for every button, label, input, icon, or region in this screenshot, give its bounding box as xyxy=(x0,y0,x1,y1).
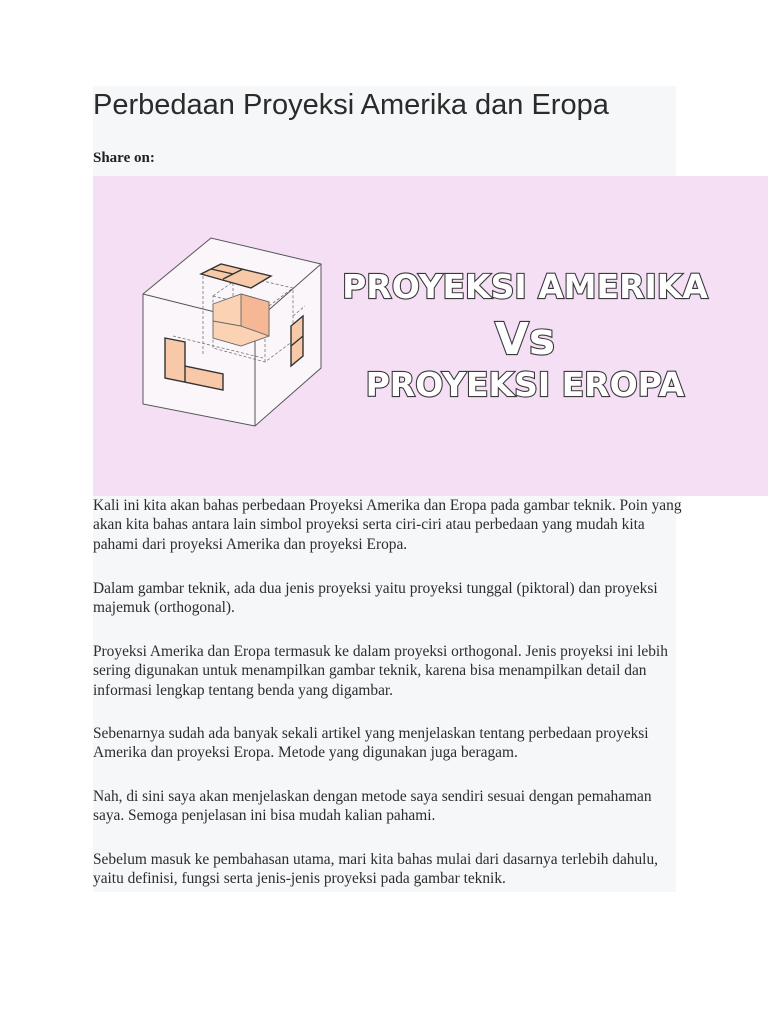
page-title: Perbedaan Proyeksi Amerika dan Eropa xyxy=(93,89,609,121)
banner-title-line1: PROYEKSI AMERIKA xyxy=(342,267,708,306)
isometric-cube-projection-icon xyxy=(143,238,321,426)
banner-title-line3: PROYEKSI EROPA xyxy=(365,365,685,404)
paragraph-existing-articles: Sebenarnya sudah ada banyak sekali artikel yang menjelaskan tentang perbedaan proyeksi Amerika dan proyeksi Eropa. Metode yang digunakan juga beragam. xyxy=(93,725,649,762)
paragraph-orthogonal: Proyeksi Amerika dan Eropa termasuk ke dalam proyeksi orthogonal. Jenis proyeksi ini lebih sering digunakan untuk menampilkan gambar teknik, karena bisa menampilkan detail dan informasi lengkap tentang benda yang digambar. xyxy=(93,643,668,699)
banner-graphic xyxy=(93,176,768,496)
paragraph-projection-types: Dalam gambar teknik, ada dua jenis proyeksi yaitu proyeksi tunggal (piktoral) dan proyeksi majemuk (orthogonal). xyxy=(93,580,658,617)
share-label: Share on: xyxy=(93,150,155,166)
banner-title-line2: Vs xyxy=(494,314,556,365)
paragraph-method: Nah, di sini saya akan menjelaskan dengan metode saya sendiri sesuai dengan pemahaman saya. Semoga penjelasan ini bisa mudah kalian pahami. xyxy=(93,788,652,825)
featured-banner xyxy=(93,176,768,496)
paragraph-intro: Kali ini kita akan bahas perbedaan Proyeksi Amerika dan Eropa pada gambar teknik. Poin yang akan kita bahas antara lain simbol proyeksi serta ciri-ciri atau perbedaan yang mudah kita pahami dari proyeksi Amerika dan proyeksi Eropa. xyxy=(93,497,682,553)
paragraph-basics: Sebelum masuk ke pembahasan utama, mari kita bahas mulai dari dasarnya terlebih dahulu, yaitu definisi, fungsi serta jenis-jenis proyeksi pada gambar teknik. xyxy=(93,851,658,888)
